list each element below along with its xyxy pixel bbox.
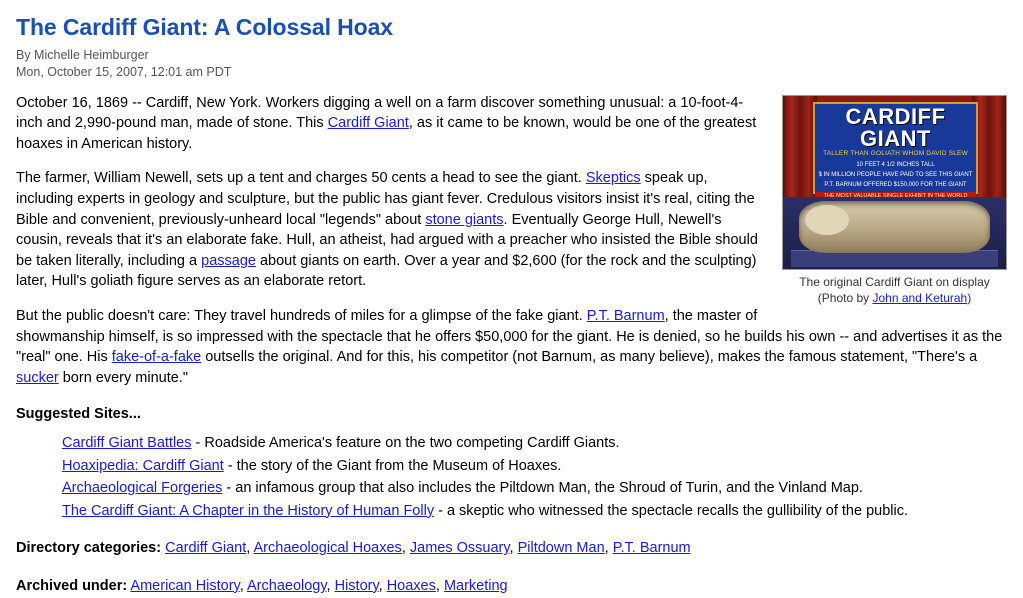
p2-text-b: speak up, including experts in geology and sculpture, but the public has giant fever. Credulous visitors insist it's real, citing the Bible and convenient, previously-unheard local "legends" about: [16, 170, 755, 228]
byline: [16, 47, 1007, 81]
suggested-link-4[interactable]: The Cardiff Giant: A Chapter in the History of Human Folly: [62, 502, 435, 519]
byline-date: Mon, October 15, 2007, 12:01 am PDT: [16, 64, 232, 79]
directory-link-2[interactable]: Archaeological Hoaxes: [253, 540, 402, 557]
archived-link-5[interactable]: Marketing: [443, 577, 508, 594]
suggested-desc-4: - a skeptic who witnessed the spectacle recalls the gullibility of the public.: [434, 502, 908, 519]
link-stone-giants[interactable]: stone giants: [425, 211, 504, 228]
archived-link-2[interactable]: Archaeology: [247, 577, 327, 594]
sep: ,: [246, 540, 254, 557]
p3-text-b: , the master of showmanship himself, is so impressed with the spectacle that he offers $50,000 for the giant. He is denied, so he builds his own -- and advertises it as the "real" one. His: [16, 307, 1003, 366]
sign-heading-2: GIANT: [860, 125, 931, 151]
sign-line-2: $ IN MILLION PEOPLE HAVE PAID TO SEE THIS GIANT: [818, 171, 973, 178]
directory-link-5[interactable]: P.T. Barnum: [612, 540, 691, 557]
link-sucker[interactable]: sucker: [16, 369, 59, 386]
list-item: [62, 500, 1007, 522]
p1-text-a: October 16, 1869 -- Cardiff, New York. Workers digging a well on a farm discover something unusual: a 10-foot-4-inch and 2,990-pound man, made of stone. This: [16, 94, 744, 132]
directory-categories-row: [16, 538, 1007, 560]
sign-heading-1: CARDIFF: [845, 103, 946, 129]
link-passage[interactable]: passage: [201, 252, 256, 269]
figure-caption: [782, 274, 1007, 306]
sign-line-3: P.T. BARNUM OFFERED $150,000 FOR THE GIANT: [824, 181, 967, 188]
suggested-link-2[interactable]: Hoaxipedia: Cardiff Giant: [62, 457, 224, 474]
suggested-sites-list: [16, 432, 1007, 522]
link-skeptics[interactable]: Skeptics: [585, 170, 641, 187]
p1-text-b: , as it came to be known, would be one of the greatest hoaxes in American history.: [16, 115, 757, 152]
p2-text-d: about giants on earth. Over a year and $2,600 (for the rock and the sculpting) later, Hull's goliath figure serves as an elaborate retort.: [16, 252, 757, 290]
sep: ,: [401, 540, 410, 557]
sign-subtitle: TALLER THAN GOLIATH WHOM DAVID SLEW: [823, 149, 968, 157]
archived-under-label: Archived under:: [16, 577, 128, 594]
suggested-desc-1: - Roadside America's feature on the two competing Cardiff Giants.: [191, 435, 620, 452]
p3-text-d: born every minute.": [58, 369, 188, 386]
exhibit-sign: [813, 102, 978, 194]
caption-credit-suffix: ): [967, 290, 972, 305]
sign-line-1: 10 FEET 4 1/2 INCHES TALL: [856, 161, 935, 168]
giant-figure-decoration: [799, 201, 990, 253]
paragraph-3: [16, 306, 1007, 388]
sep: ,: [509, 540, 518, 557]
link-cardiff-giant[interactable]: Cardiff Giant: [327, 115, 409, 132]
archived-link-1[interactable]: American History: [130, 577, 240, 594]
suggested-link-3[interactable]: Archaeological Forgeries: [62, 480, 223, 497]
suggested-desc-3: - an infamous group that also includes the Piltdown Man, the Shroud of Turin, and the Vinland Map.: [222, 480, 863, 497]
byline-author: By Michelle Heimburger: [16, 48, 149, 62]
sep: ,: [604, 540, 613, 557]
link-fake-of-a-fake[interactable]: fake-of-a-fake: [111, 349, 202, 366]
directory-link-3[interactable]: James Ossuary: [409, 540, 510, 557]
caption-credit-prefix: (Photo by: [817, 290, 873, 305]
p2-text-c: . Eventually George Hull, Newell's cousin, reveals that it's an elaborate fake. Hull, an atheist, had argued with a preacher who insisted the Bible should be taken literally, including a: [16, 211, 758, 269]
sep: ,: [239, 577, 247, 594]
sep: ,: [326, 577, 335, 594]
cardiff-giant-photo: [782, 95, 1007, 270]
article-figure: [782, 95, 1007, 306]
directory-link-1[interactable]: Cardiff Giant: [165, 540, 247, 557]
caption-line-1: The original Cardiff Giant on display: [799, 274, 990, 289]
sep: ,: [378, 577, 387, 594]
suggested-sites-heading: Suggested Sites...: [16, 406, 141, 423]
directory-categories-label: Directory categories:: [16, 540, 162, 557]
archived-link-3[interactable]: History: [334, 577, 379, 594]
list-item: [62, 432, 1007, 454]
page-title: The Cardiff Giant: A Colossal Hoax: [16, 14, 393, 40]
list-item: [62, 477, 1007, 499]
caption-credit-link[interactable]: John and Keturah: [872, 290, 968, 305]
p3-text-a: But the public doesn't care: They travel hundreds of miles for a glimpse of the fake giant.: [16, 307, 587, 324]
suggested-link-1[interactable]: Cardiff Giant Battles: [62, 435, 192, 452]
stage-floor-decoration: [783, 197, 1006, 269]
archived-link-4[interactable]: Hoaxes: [386, 577, 436, 594]
link-pt-barnum[interactable]: P.T. Barnum: [586, 307, 665, 324]
sep: ,: [435, 577, 444, 594]
list-item: [62, 455, 1007, 477]
directory-link-4[interactable]: Piltdown Man: [517, 540, 605, 557]
suggested-desc-2: - the story of the Giant from the Museum of Hoaxes.: [223, 457, 562, 474]
archived-under-row: [16, 576, 1007, 598]
p2-text-a: The farmer, William Newell, sets up a tent and charges 50 cents a head to see the giant.: [16, 170, 586, 187]
p3-text-c: outsells the original. And for this, his competitor (not Barnum, as many believe), makes the famous statement, "There's a: [201, 349, 978, 366]
